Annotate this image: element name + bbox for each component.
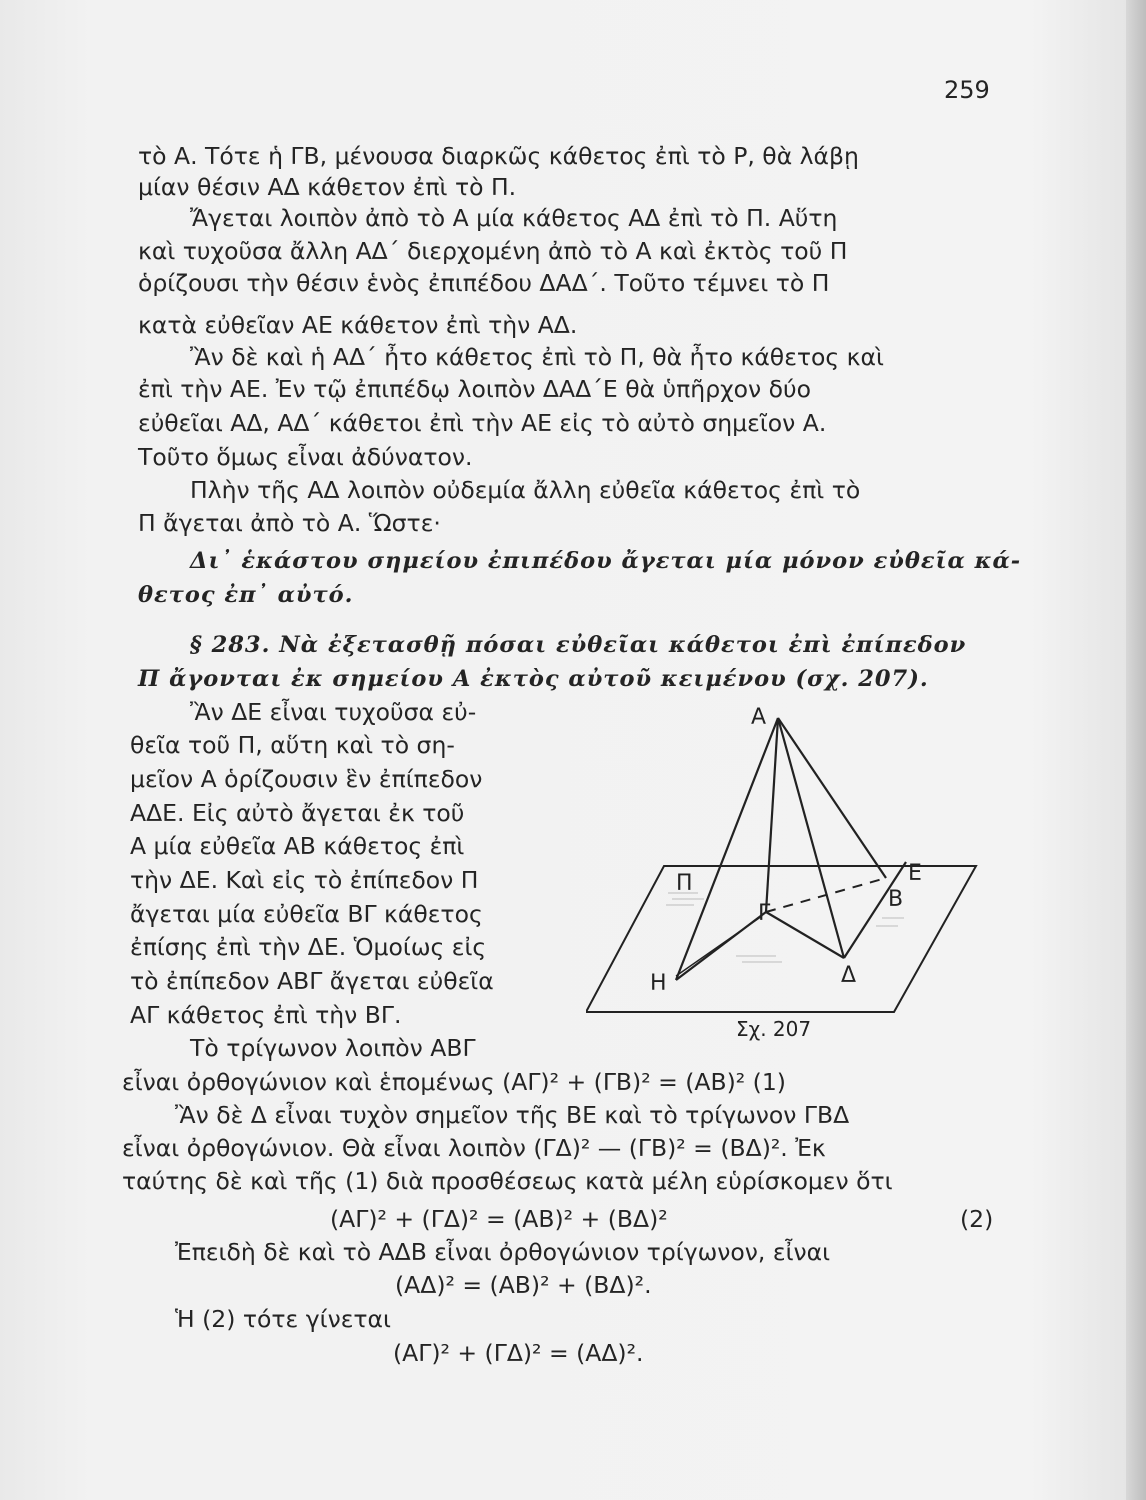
text-line: ΑΔΕ. Εἰς αὐτὸ ἄγεται ἐκ τοῦ (130, 799, 465, 827)
text-line: Ἐπειδὴ δὲ καὶ τὸ ΑΔΒ εἶναι ὀρθογώνιον τρίγωνον, εἶναι (175, 1238, 831, 1266)
text-line: θεῖα τοῦ Π, αὕτη καὶ τὸ ση- (130, 731, 455, 759)
plane-texture (666, 893, 904, 962)
text-line: ἐπὶ τὴν ΑΕ. Ἐν τῷ ἐπιπέδῳ λοιπὸν ΔΑΔ΄Ε θὰ ὑπῆρχον δύο (138, 375, 812, 403)
text-line: κατὰ εὐθεῖαν ΑΕ κάθετον ἐπὶ τὴν ΑΔ. (138, 311, 578, 339)
label-e: Ε (908, 861, 922, 886)
label-a: Α (751, 705, 767, 730)
text-line: Ἄγεται λοιπὸν ἀπὸ τὸ Α μία κάθετος ΑΔ ἐπὶ τὸ Π. Αὕτη (190, 204, 838, 232)
equation-number: (2) (960, 1205, 994, 1233)
text-line: εὐθεῖαι ΑΔ, ΑΔ΄ κάθετοι ἐπὶ τὴν ΑΕ εἰς τὸ αὐτὸ σημεῖον Α. (138, 409, 827, 437)
text-line: Ἂν δὲ καὶ ἡ ΑΔ΄ ἦτο κάθετος ἐπὶ τὸ Π, θὰ ἦτο κάθετος καὶ (190, 343, 884, 371)
text-line: Ἂν ΔΕ εἶναι τυχοῦσα εὐ- (190, 698, 477, 726)
text-line: ΑΓ κάθετος ἐπὶ τὴν ΒΓ. (130, 1001, 402, 1029)
label-b: Β (888, 887, 904, 912)
text-line: τὸ Α. Τότε ἡ ΓΒ, μένουσα διαρκῶς κάθετος ἐπὶ τὸ Ρ, θὰ λάβῃ (138, 142, 859, 170)
label-h: Η (650, 971, 667, 996)
text-line: μίαν θέσιν ΑΔ κάθετον ἐπὶ τὸ Π. (138, 173, 517, 201)
line-a-b (778, 718, 886, 878)
text-line: τὴν ΔΕ. Καὶ εἰς τὸ ἐπίπεδον Π (130, 866, 479, 894)
text-line: ἄγεται μία εὐθεῖα ΒΓ κάθετος (130, 900, 483, 928)
text-line: ἐπίσης ἐπὶ τὴν ΔΕ. Ὁμοίως εἰς (130, 933, 487, 961)
text-line: Π ἄγεται ἀπὸ τὸ Α. Ὥστε· (138, 509, 441, 537)
text-line: τὸ ἐπίπεδον ΑΒΓ ἄγεται εὐθεῖα (130, 967, 494, 995)
text-line: καὶ τυχοῦσα ἄλλη ΑΔ΄ διερχομένη ἀπὸ τὸ Α καὶ ἐκτὸς τοῦ Π (138, 237, 848, 265)
text-line: Πλὴν τῆς ΑΔ λοιπὸν οὐδεμία ἄλλη εὐθεῖα κάθετος ἐπὶ τὸ (190, 476, 861, 504)
text-line: εἶναι ὀρθογώνιον. Θὰ εἶναι λοιπὸν (ΓΔ)² — (ΓΒ)² = (ΒΔ)². Ἐκ (122, 1134, 826, 1162)
theorem-line: θετος ἐπ᾿ αὐτό. (138, 582, 354, 608)
theorem-line: Δι᾿ ἑκάστου σημείου ἐπιπέδου ἄγεται μία μόνον εὐθεῖα κά- (190, 548, 1022, 574)
plane-p (586, 866, 976, 1012)
figure-caption: Σχ. 207 (736, 1017, 812, 1041)
page-edge (1126, 0, 1146, 1500)
equation: (ΑΓ)² + (ΓΔ)² = (ΑΒ)² + (ΒΔ)² (330, 1205, 668, 1233)
text-line: Ἡ (2) τότε γίνεται (175, 1305, 391, 1333)
equation-line: εἶναι ὀρθογώνιον καὶ ἑπομένως (ΑΓ)² + (ΓΒ)² = (ΑΒ)² (1) (122, 1068, 786, 1096)
page-number: 259 (944, 76, 990, 104)
equation: (ΑΔ)² = (ΑΒ)² + (ΒΔ)². (395, 1271, 652, 1299)
text-line: ὁρίζουσι τὴν θέσιν ἑνὸς ἐπιπέδου ΔΑΔ΄. Τοῦτο τέμνει τὸ Π (138, 269, 830, 297)
section-heading: Π ἄγονται ἐκ σημείου Α ἐκτὸς αὐτοῦ κειμένου (σχ. 207). (138, 666, 929, 692)
equation: (ΑΓ)² + (ΓΔ)² = (ΑΔ)². (393, 1339, 644, 1367)
text-line: Ἂν δὲ Δ εἶναι τυχὸν σημεῖον τῆς ΒΕ καὶ τὸ τρίγωνον ΓΒΔ (175, 1101, 850, 1129)
label-d: Δ (841, 963, 857, 988)
text-line: Τὸ τρίγωνον λοιπὸν ΑΒΓ (190, 1034, 476, 1062)
label-p: Π (676, 871, 693, 896)
label-g: Γ (758, 901, 771, 926)
text-line: Α μία εὐθεῖα ΑΒ κάθετος ἐπὶ (130, 832, 465, 860)
text-line: Τοῦτο ὅμως εἶναι ἀδύνατον. (138, 443, 473, 471)
text-line: ταύτης δὲ καὶ τῆς (1) διὰ προσθέσεως κατὰ μέλη εὑρίσκομεν ὅτι (122, 1167, 893, 1195)
line-a-d (778, 718, 844, 958)
section-heading: § 283. Νὰ ἐξετασθῇ πόσαι εὐθεῖαι κάθετοι ἐπὶ ἐπίπεδον (190, 632, 967, 658)
figure-207 (586, 700, 1006, 1045)
figure-207-drawing (586, 700, 1006, 1045)
text-line: μεῖον Α ὁρίζουσιν ἓν ἐπίπεδον (130, 765, 483, 793)
